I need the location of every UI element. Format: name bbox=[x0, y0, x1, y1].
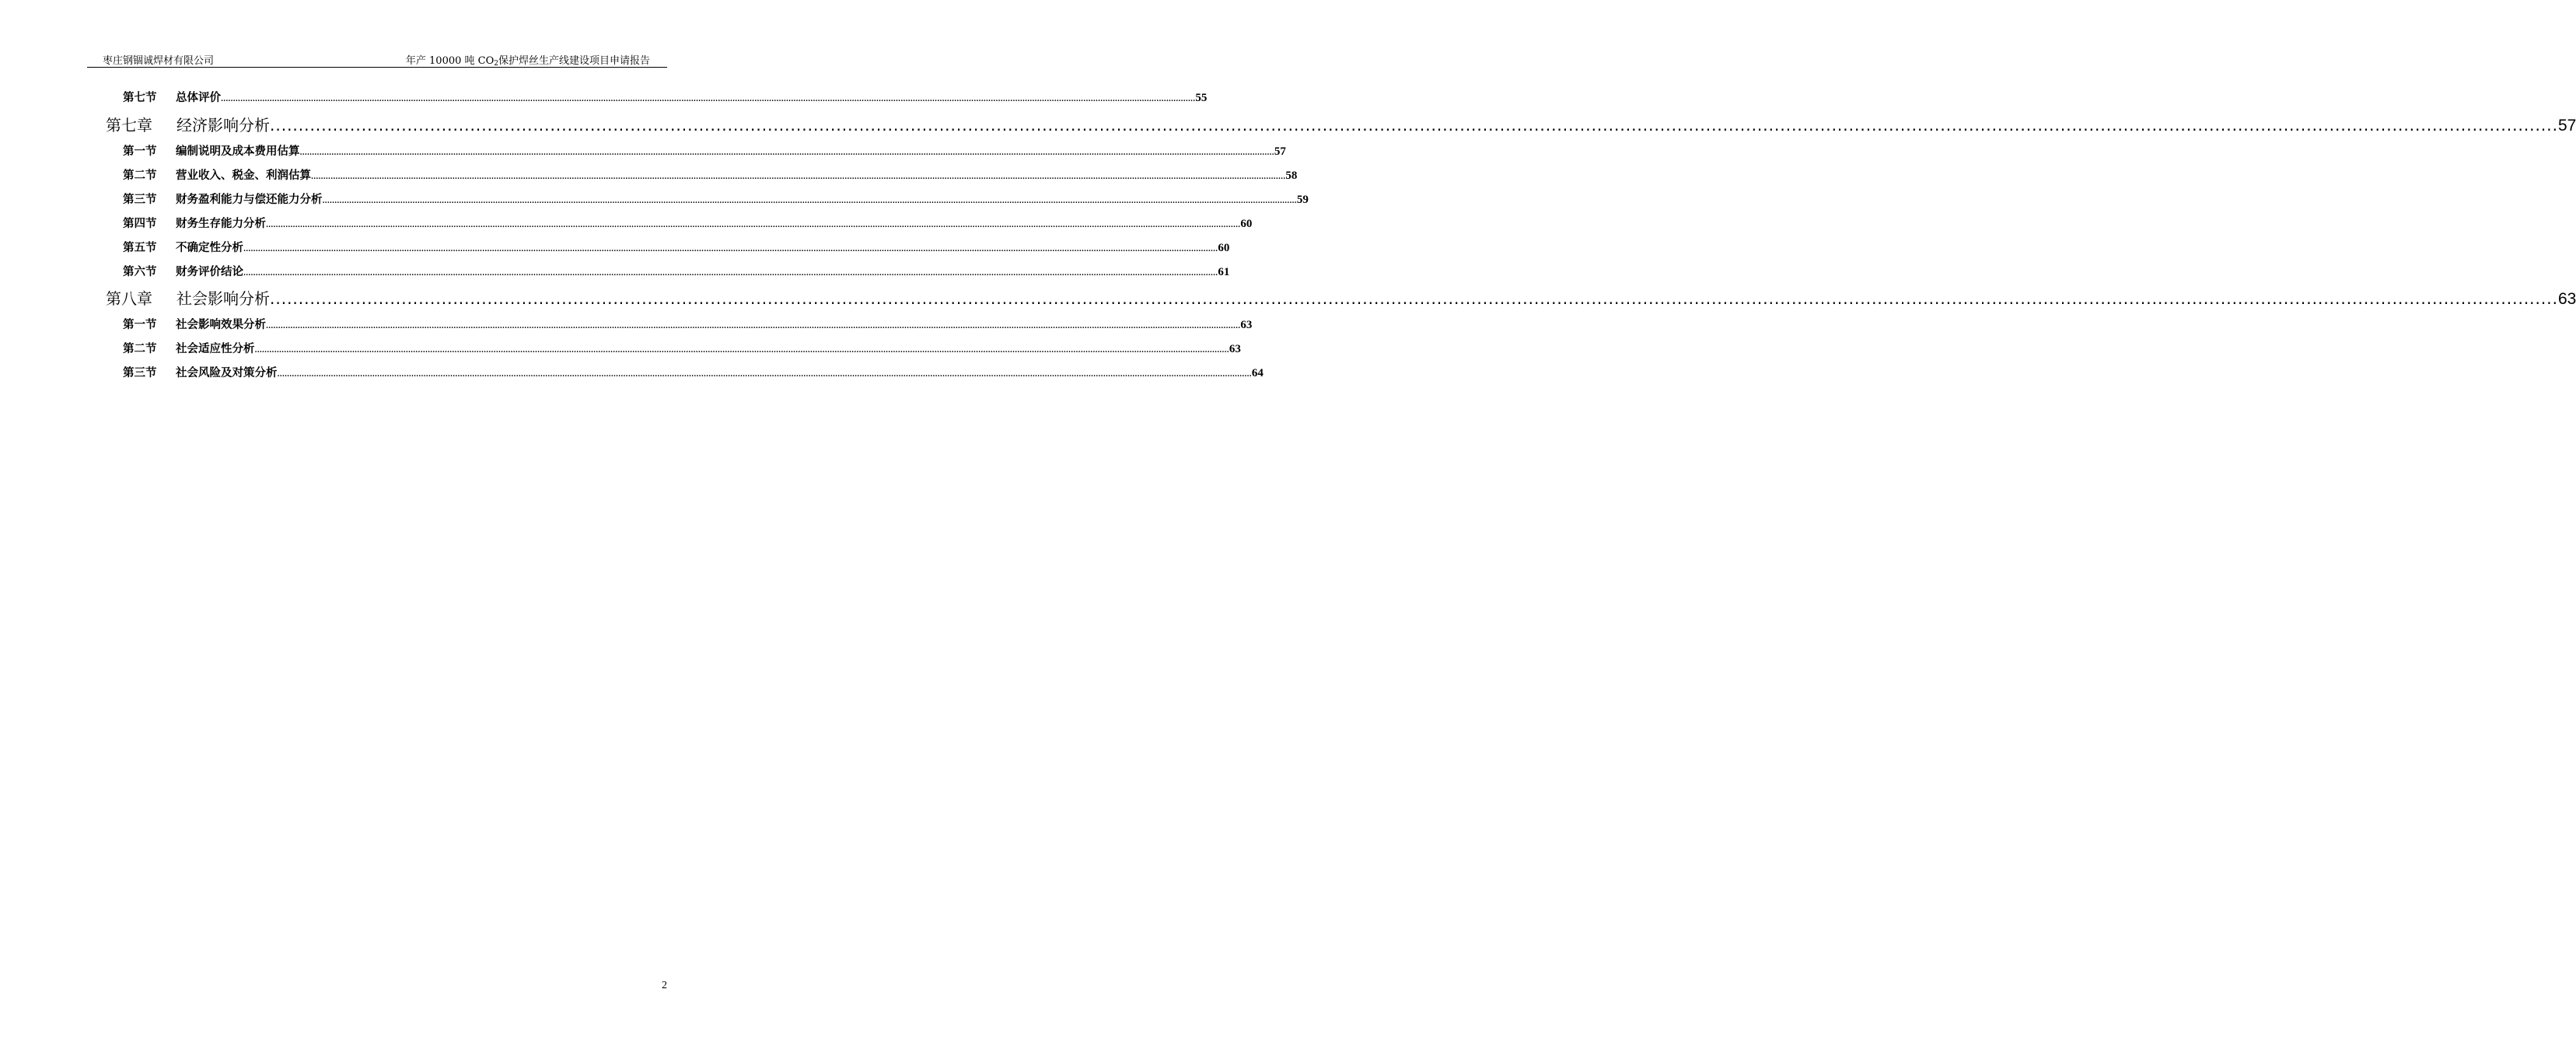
dot-leader: ................................................................................................................................................................................................................................................................................................................................................................................................................ bbox=[254, 347, 1229, 355]
toc-entry-title: 社会影响分析 bbox=[177, 289, 270, 308]
toc-entry-page: 63 bbox=[1240, 319, 1253, 331]
page-number: 2 bbox=[662, 980, 667, 991]
toc-entry-page: 61 bbox=[1218, 266, 1230, 278]
dot-leader: ................................................................................................................................................................................................................................................................................................................................................................................................................ bbox=[311, 173, 1286, 181]
toc-entry-number: 第二节 bbox=[123, 169, 157, 182]
dot-leader: ................................................................................................................................................................................................................................................................................................................................................................................................................ bbox=[299, 149, 1274, 157]
toc-entry-page: 57 bbox=[2557, 117, 2576, 135]
dot-leader: ................................................................................................................................................................................................................................................................................................................................................................................................................ bbox=[277, 371, 1252, 379]
dot-leader: ................................................................................................................................................................................................................................................................................................................................................................................................................ bbox=[243, 246, 1218, 253]
toc-entry-page: 55 bbox=[1195, 92, 1208, 104]
toc-entry[interactable] bbox=[106, 286, 2576, 309]
dot-leader: ................................................................................................................................................................................................................................................................................................................................................................................................................ bbox=[266, 222, 1241, 229]
toc-entry[interactable] bbox=[123, 239, 1230, 255]
toc-entry-title: 总体评价 bbox=[176, 91, 221, 104]
dot-leader: ................................................................................................................................................................................................................................................................................................................................................................................................................ bbox=[266, 323, 1241, 330]
toc-entry[interactable] bbox=[123, 340, 1241, 356]
toc-entry-number: 第六节 bbox=[123, 265, 157, 278]
toc-entry[interactable] bbox=[123, 215, 1253, 231]
toc-entry-number: 第二节 bbox=[123, 342, 157, 355]
toc-entry-title: 财务生存能力分析 bbox=[176, 217, 266, 230]
toc-entry[interactable] bbox=[123, 142, 1286, 159]
company-name: 枣庄钢锢诚焊材有限公司 bbox=[103, 55, 215, 67]
toc-entry-page: 63 bbox=[1229, 343, 1241, 355]
toc-entry-number: 第七章 bbox=[106, 116, 152, 135]
dot-leader: ................................................................................................................................................................................................................................................................................................................................................................................................................ bbox=[322, 197, 1297, 205]
toc-entry-page: 60 bbox=[1240, 218, 1253, 230]
dot-leader: ................................................................................................................................................................................................................................................................................................................................................................................................................ bbox=[221, 96, 1196, 103]
toc-entry-title: 社会影响效果分析 bbox=[176, 318, 266, 331]
toc-entry[interactable] bbox=[123, 316, 1253, 332]
toc-entry-title: 财务评价结论 bbox=[176, 265, 243, 278]
toc-entry-page: 58 bbox=[1285, 170, 1298, 182]
toc-entry-number: 第四节 bbox=[123, 217, 157, 230]
toc-entry-page: 57 bbox=[1274, 145, 1286, 158]
toc-entry-number: 第一节 bbox=[123, 318, 157, 331]
toc-entry-title: 不确定性分析 bbox=[176, 241, 243, 254]
toc-entry-title: 经济影响分析 bbox=[177, 116, 270, 135]
toc-entry[interactable] bbox=[123, 263, 1230, 279]
report-title: 年产 10000 吨 $CO_2$保护焊丝生产线建设项目申请报告 bbox=[405, 55, 650, 68]
toc-entry-title: 营业收入、税金、利润估算 bbox=[176, 169, 311, 182]
toc-entry-number: 第一节 bbox=[123, 145, 157, 158]
toc-entry-title: 社会风险及对策分析 bbox=[176, 366, 278, 379]
toc-entry-page: 63 bbox=[2557, 290, 2576, 308]
toc-entry[interactable] bbox=[123, 166, 1298, 183]
toc-entry-number: 第八章 bbox=[106, 289, 152, 308]
toc-entry-title: 社会适应性分析 bbox=[176, 342, 255, 355]
toc-entry-number: 第三节 bbox=[123, 193, 157, 206]
toc-entry-number: 第五节 bbox=[123, 241, 157, 254]
toc-entry-page: 59 bbox=[1296, 194, 1309, 206]
toc-entry-page: 64 bbox=[1251, 367, 1264, 379]
toc-entry-number: 第七节 bbox=[123, 91, 157, 104]
toc-entry-number: 第三节 bbox=[123, 366, 157, 379]
toc-entry-title: 编制说明及成本费用估算 bbox=[176, 145, 300, 158]
toc-entry[interactable] bbox=[123, 364, 1264, 380]
toc-entry[interactable] bbox=[123, 89, 1208, 105]
dot-leader: ................................................................................................................................................................................................................................................................................................................................................................................................................ bbox=[270, 289, 2558, 308]
dot-leader: ................................................................................................................................................................................................................................................................................................................................................................................................................ bbox=[243, 270, 1218, 278]
toc-entry[interactable] bbox=[106, 113, 2576, 135]
page-header bbox=[87, 51, 667, 68]
toc-entry-page: 60 bbox=[1218, 242, 1230, 254]
toc-entry-title: 财务盈利能力与偿还能力分析 bbox=[176, 193, 323, 206]
toc-entry[interactable] bbox=[123, 190, 1309, 207]
dot-leader: ................................................................................................................................................................................................................................................................................................................................................................................................................ bbox=[270, 116, 2558, 135]
